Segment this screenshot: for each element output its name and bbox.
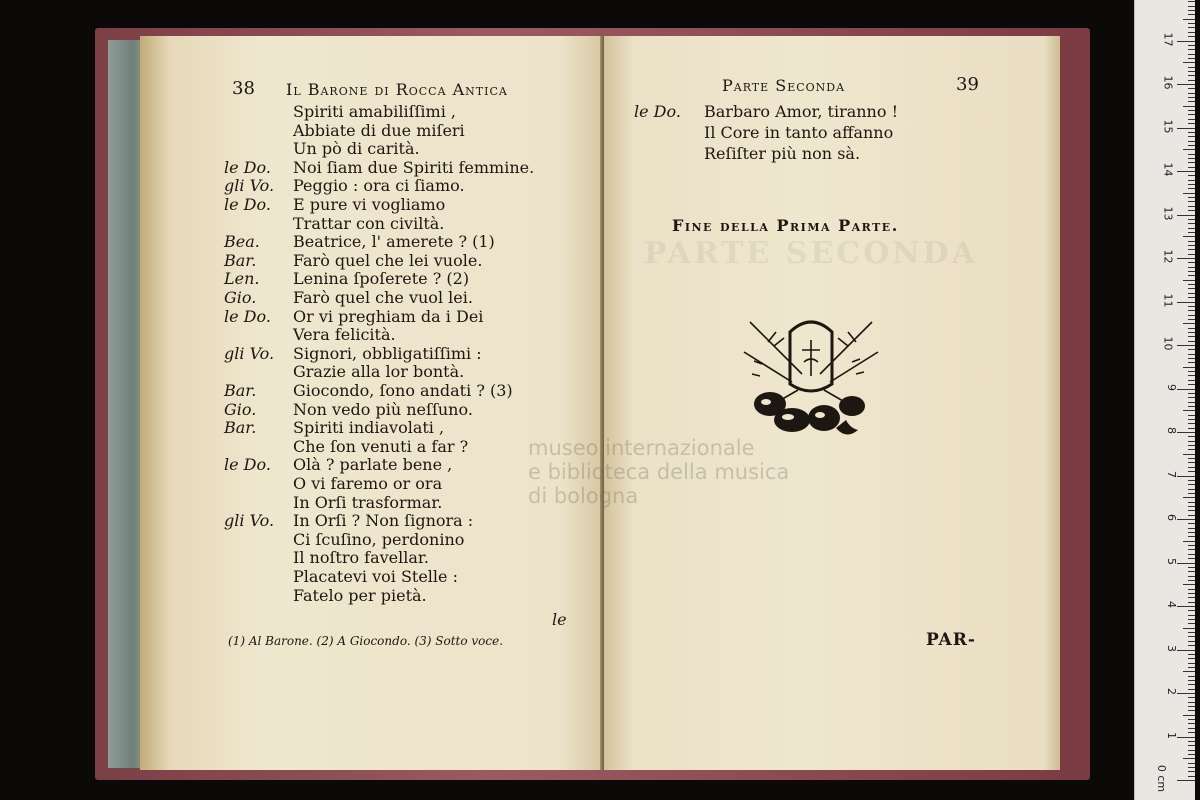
verse-line: In Orſi trasformar.	[293, 492, 443, 512]
ruler-tick	[1188, 610, 1195, 611]
speaker-label: le Do.	[224, 195, 271, 214]
ruler-tick	[1188, 636, 1195, 637]
ruler-tick	[1188, 10, 1195, 11]
verse-line: Grazie alla lor bontà.	[293, 362, 465, 382]
ruler-tick	[1177, 345, 1195, 346]
ruler-tick	[1188, 528, 1195, 529]
verse-line: Che ſon venuti a far ?	[293, 436, 469, 456]
ruler-tick	[1188, 593, 1195, 594]
ruler-tick	[1188, 571, 1195, 572]
ruler-tick	[1183, 193, 1195, 194]
ruler-label: 4	[1165, 601, 1178, 608]
ruler-tick	[1183, 758, 1195, 759]
ruler-tick	[1188, 554, 1195, 555]
ruler-tick	[1188, 741, 1195, 742]
ruler-tick	[1183, 628, 1195, 629]
ruler-tick	[1188, 141, 1195, 142]
ruler-tick	[1188, 406, 1195, 407]
ruler-tick	[1183, 367, 1195, 368]
ruler-tick	[1188, 493, 1195, 494]
left-page	[140, 36, 602, 770]
ruler-tick	[1188, 288, 1195, 289]
ruler-tick	[1188, 275, 1195, 276]
ruler-tick	[1188, 745, 1195, 746]
ruler-tick	[1177, 302, 1195, 303]
verse-line: Peggio : ora ci ſiamo.	[293, 176, 465, 196]
ruler-tick	[1188, 580, 1195, 581]
ruler-tick	[1188, 710, 1195, 711]
ruler-tick	[1188, 123, 1195, 124]
ruler-tick	[1188, 32, 1195, 33]
running-header-left: Il Barone di Rocca Antica	[286, 80, 508, 99]
ruler-tick	[1188, 449, 1195, 450]
ruler-label: 3	[1165, 644, 1178, 652]
ruler-tick	[1188, 441, 1195, 442]
ruler-tick	[1188, 480, 1195, 481]
speaker-label: le Do.	[224, 455, 271, 475]
ruler-tick	[1188, 523, 1195, 524]
end-of-part-heading: Fine della Prima Parte.	[672, 216, 899, 235]
ruler-tick	[1188, 436, 1195, 437]
ruler-tick	[1183, 671, 1195, 672]
ruler-tick	[1188, 132, 1195, 133]
ruler-tick	[1188, 97, 1195, 98]
ruler-tick	[1188, 667, 1195, 668]
ruler-tick	[1188, 589, 1195, 590]
ruler-tick	[1188, 14, 1195, 15]
ruler-tick	[1188, 180, 1195, 181]
verse-line: Barbaro Amor, tiranno !	[704, 102, 899, 121]
ruler-tick	[1177, 128, 1195, 129]
ruler-tick	[1188, 602, 1195, 603]
ruler-tick	[1177, 650, 1195, 651]
ruler-tick	[1183, 236, 1195, 237]
speaker-label: Bea.	[224, 232, 260, 252]
verse-line: Reſiſter più non sà.	[704, 144, 861, 163]
ruler-tick	[1188, 702, 1195, 703]
ruler-tick	[1183, 541, 1195, 542]
verse-line: Trattar con civiltà.	[293, 213, 445, 233]
ruler-tick	[1188, 771, 1195, 772]
verse-line: Placatevi voi Stelle :	[293, 567, 458, 586]
ruler-tick	[1188, 145, 1195, 146]
ruler-tick	[1188, 184, 1195, 185]
catchword-left: le	[552, 610, 567, 629]
verse-line: E pure vi vogliamo	[293, 195, 446, 214]
ruler-tick	[1188, 763, 1195, 764]
ruler-tick	[1188, 306, 1195, 307]
verse-line: Spiriti indiavolati ,	[293, 418, 445, 438]
page-number-right: 39	[956, 74, 979, 95]
verse-line: Beatrice, l' amerete ? (1)	[293, 232, 495, 252]
ruler-tick	[1188, 532, 1195, 533]
verse-line: Il Core in tanto affanno	[704, 123, 894, 142]
ruler-tick	[1188, 623, 1195, 624]
ruler-tick	[1188, 654, 1195, 655]
ruler-tick	[1188, 384, 1195, 385]
ruler-tick	[1188, 188, 1195, 189]
verse-line: Farò quel che vuol lei.	[293, 288, 473, 307]
ruler-tick	[1188, 197, 1195, 198]
ruler-tick	[1183, 280, 1195, 281]
ruler-tick	[1188, 371, 1195, 372]
verse-line: Signori, obbligatiſſimi :	[293, 343, 482, 363]
ruler-tick	[1188, 228, 1195, 229]
ruler-tick	[1188, 175, 1195, 176]
catchword-right: PAR-	[926, 630, 976, 650]
ruler-tick	[1188, 219, 1195, 220]
verse-line: Il noſtro favellar.	[293, 548, 429, 568]
ruler-tick	[1188, 80, 1195, 81]
ruler-tick	[1188, 536, 1195, 537]
ruler-tick	[1188, 36, 1195, 37]
ruler-tick	[1188, 728, 1195, 729]
ruler-tick	[1188, 101, 1195, 102]
verse-line: Non vedo più neſſuno.	[293, 399, 473, 419]
verse-line: Ci ſcuſino, perdonino	[293, 529, 465, 549]
ruler-tick	[1188, 402, 1195, 403]
speaker-label: Gio.	[224, 288, 257, 307]
ruler-tick	[1188, 354, 1195, 355]
speaker-label: gli Vo.	[224, 343, 275, 363]
speaker-label: le Do.	[224, 157, 271, 177]
verse-line: Or vi preghiam da i Dei	[293, 306, 484, 326]
ruler-tick	[1188, 6, 1195, 7]
ruler-tick	[1188, 489, 1195, 490]
ruler-tick	[1188, 336, 1195, 337]
ruler-tick	[1188, 332, 1195, 333]
ruler-tick	[1188, 27, 1195, 28]
ruler-tick	[1188, 419, 1195, 420]
speaker-label: le Do.	[224, 306, 271, 326]
ruler-tick	[1188, 254, 1195, 255]
ruler-tick	[1183, 497, 1195, 498]
ruler-tick	[1188, 245, 1195, 246]
ruler-label: 11	[1161, 293, 1175, 307]
ruler-tick	[1188, 663, 1195, 664]
ruler-tick	[1188, 45, 1195, 46]
ruler-tick	[1188, 641, 1195, 642]
ruler-tick	[1188, 719, 1195, 720]
measurement-ruler	[1134, 0, 1195, 800]
ruler-tick	[1183, 410, 1195, 411]
ruler-label: 8	[1165, 427, 1178, 434]
ruler-tick	[1188, 393, 1195, 394]
ruler-tick	[1183, 715, 1195, 716]
ruler-tick	[1188, 158, 1195, 159]
ruler-tick	[1188, 284, 1195, 285]
ruler-tick	[1188, 515, 1195, 516]
ruler-tick	[1188, 684, 1195, 685]
ruler-tick	[1177, 606, 1195, 607]
ruler-tick	[1188, 310, 1195, 311]
verse-line: Olà ? parlate bene ,	[293, 455, 453, 475]
speaker-label: Bar.	[224, 418, 257, 438]
ruler-tick	[1188, 458, 1195, 459]
ruler-tick	[1188, 549, 1195, 550]
verse-line: Noi ſiam due Spiriti femmine.	[293, 157, 535, 177]
running-header-right: Parte Seconda	[722, 76, 846, 95]
ruler-tick	[1177, 389, 1195, 390]
speaker-label: le Do.	[634, 102, 681, 121]
ruler-tick	[1183, 149, 1195, 150]
ruler-tick	[1177, 84, 1195, 85]
ruler-label: 9	[1165, 383, 1178, 391]
ruler-tick	[1188, 271, 1195, 272]
ruler-tick	[1188, 506, 1195, 507]
ruler-tick	[1188, 632, 1195, 633]
ruler-tick	[1177, 215, 1195, 216]
ruler-label: 2	[1165, 688, 1178, 695]
verse-line: O vi faremo or ora	[293, 474, 443, 493]
ruler-tick	[1188, 597, 1195, 598]
ruler-tick	[1188, 545, 1195, 546]
ruler-label: 12	[1161, 249, 1175, 264]
ruler-tick	[1188, 71, 1195, 72]
ruler-tick	[1188, 119, 1195, 120]
ruler-tick	[1188, 576, 1195, 577]
ruler-tick	[1188, 262, 1195, 263]
ruler-tick	[1188, 319, 1195, 320]
ruler-tick	[1188, 428, 1195, 429]
ruler-tick	[1177, 41, 1195, 42]
ruler-tick	[1177, 258, 1195, 259]
ruler-tick	[1188, 241, 1195, 242]
ruler-tick	[1188, 315, 1195, 316]
verse-line: Un pò di carità.	[293, 139, 420, 159]
ruler-label: 17	[1161, 32, 1175, 46]
ruler-tick	[1188, 375, 1195, 376]
ruler-tick	[1183, 19, 1195, 20]
ruler-tick	[1188, 680, 1195, 681]
ruler-label: 7	[1165, 470, 1178, 478]
ruler-tick	[1188, 423, 1195, 424]
watermark-line-1: museo internazionale	[528, 436, 755, 460]
ruler-tick	[1188, 467, 1195, 468]
verse-line: Spiriti amabiliſſimi ,	[293, 102, 456, 121]
ruler-label: 13	[1161, 206, 1175, 220]
ruler-tick	[1188, 754, 1195, 755]
ruler-tick	[1188, 767, 1195, 768]
ruler-tick	[1188, 676, 1195, 677]
footnotes: (1) Al Barone. (2) A Giocondo. (3) Sotto voce.	[228, 634, 504, 648]
speaker-label: Gio.	[224, 399, 257, 419]
ruler-tick	[1177, 737, 1195, 738]
watermark-line-2: e biblioteca della musica	[528, 460, 790, 484]
verse-line: Farò quel che lei vuole.	[293, 250, 483, 270]
ruler-tick	[1188, 349, 1195, 350]
ruler-tick	[1188, 558, 1195, 559]
ruler-tick	[1188, 328, 1195, 329]
ruler-tick	[1177, 780, 1195, 781]
ruler-tick	[1188, 462, 1195, 463]
ruler-tick	[1177, 171, 1195, 172]
ruler-tick	[1188, 341, 1195, 342]
ruler-tick	[1188, 619, 1195, 620]
ruler-tick	[1177, 563, 1195, 564]
ruler-tick	[1188, 54, 1195, 55]
ruler-tick	[1188, 232, 1195, 233]
ruler-tick	[1188, 689, 1195, 690]
ruler-tick	[1188, 23, 1195, 24]
ruler-label: 16	[1161, 75, 1175, 90]
ruler-tick	[1177, 693, 1195, 694]
verse-line: Lenina ſpoſerete ? (2)	[293, 269, 470, 289]
ruler-tick	[1188, 206, 1195, 207]
ruler-tick	[1188, 49, 1195, 50]
verse-line: Vera felicità.	[293, 325, 396, 345]
ruler-tick	[1188, 615, 1195, 616]
ruler-tick	[1188, 114, 1195, 115]
ruler-tick	[1188, 723, 1195, 724]
ruler-label: 1	[1165, 731, 1178, 739]
ruler-tick	[1183, 584, 1195, 585]
ruler-tick	[1188, 510, 1195, 511]
ruler-tick	[1188, 267, 1195, 268]
ruler-label: 14	[1161, 162, 1175, 177]
ruler-tick	[1177, 432, 1195, 433]
verse-line: Giocondo, ſono andati ? (3)	[293, 381, 513, 400]
ruler-tick	[1183, 454, 1195, 455]
ruler-tick	[1188, 67, 1195, 68]
ruler-tick	[1188, 397, 1195, 398]
verse-line: Fatelo per pietà.	[293, 585, 427, 605]
ruler-tick	[1188, 154, 1195, 155]
ruler-tick	[1188, 297, 1195, 298]
ruler-tick	[1188, 658, 1195, 659]
ruler-tick	[1188, 380, 1195, 381]
ruler-tick	[1183, 106, 1195, 107]
right-page	[604, 36, 1060, 770]
ruler-tick	[1188, 1, 1195, 2]
ruler-tick	[1188, 162, 1195, 163]
verse-line: In Orſi ? Non ſignora :	[293, 511, 474, 531]
ruler-tick	[1188, 167, 1195, 168]
ruler-tick	[1188, 502, 1195, 503]
ruler-tick	[1183, 323, 1195, 324]
ruler-tick	[1183, 62, 1195, 63]
ruler-tick	[1188, 110, 1195, 111]
ruler-tick	[1177, 519, 1195, 520]
watermark-line-3: di bologna	[528, 484, 639, 508]
ruler-tick	[1188, 645, 1195, 646]
ruler-tick	[1188, 697, 1195, 698]
ruler-tick	[1188, 567, 1195, 568]
fleuron-ornament-icon	[740, 312, 882, 442]
ruler-tick	[1188, 362, 1195, 363]
ruler-tick	[1188, 223, 1195, 224]
ruler-tick	[1188, 445, 1195, 446]
ruler-tick	[1188, 750, 1195, 751]
ruler-tick	[1188, 471, 1195, 472]
ruler-label: 10	[1161, 336, 1175, 351]
show-through-text: PARTE SECONDA	[644, 236, 978, 271]
ruler-tick	[1188, 201, 1195, 202]
ruler-tick	[1188, 58, 1195, 59]
ruler-tick	[1188, 88, 1195, 89]
speaker-label: Len.	[224, 269, 260, 289]
ruler-tick	[1188, 776, 1195, 777]
ruler-tick	[1188, 484, 1195, 485]
ruler-tick	[1188, 706, 1195, 707]
speaker-label: Bar.	[224, 381, 257, 400]
page-number-left: 38	[232, 78, 255, 99]
ruler-tick	[1188, 75, 1195, 76]
ruler-tick	[1188, 293, 1195, 294]
ruler-tick	[1188, 732, 1195, 733]
ruler-tick	[1188, 210, 1195, 211]
speaker-label: gli Vo.	[224, 176, 275, 196]
ruler-label: 0 cm	[1154, 764, 1168, 793]
ruler-tick	[1188, 415, 1195, 416]
ruler-tick	[1188, 249, 1195, 250]
speaker-label: Bar.	[224, 250, 257, 270]
ruler-tick	[1188, 93, 1195, 94]
ruler-tick	[1188, 136, 1195, 137]
ruler-tick	[1188, 358, 1195, 359]
ruler-label: 5	[1165, 557, 1178, 565]
verse-line: Abbiate di due miſeri	[293, 120, 465, 140]
ruler-label: 15	[1161, 119, 1175, 133]
ruler-label: 6	[1165, 514, 1178, 521]
speaker-label: gli Vo.	[224, 511, 275, 531]
ruler-tick	[1177, 476, 1195, 477]
